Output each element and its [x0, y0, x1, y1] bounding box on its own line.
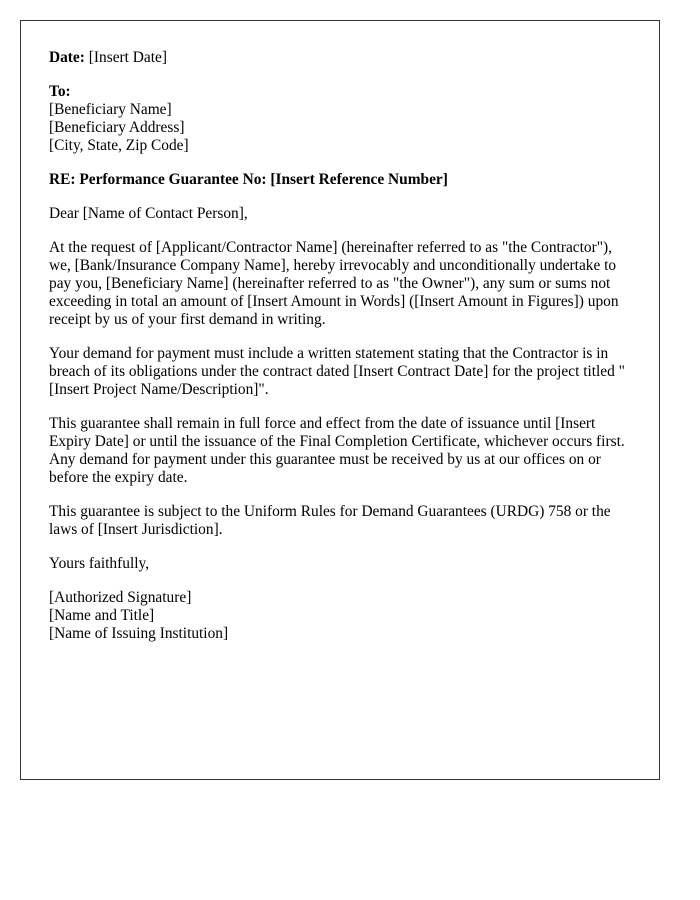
date-value: [Insert Date] [84, 49, 167, 66]
letter-page [20, 20, 660, 780]
recipient-address: [Beneficiary Address] [49, 119, 185, 136]
subject-line: RE: Performance Guarantee No: [Insert Reference Number] [49, 171, 448, 188]
recipient-name: [Beneficiary Name] [49, 101, 172, 118]
body-paragraph-3: This guarantee shall remain in full force and effect from the date of issuance until [Insert Expiry Date] or until the issuance of the Final Completion Certificate, whichever occurs first. Any demand for payment under this guarantee must be received by us at our offices on or before the expiry date. [49, 415, 625, 486]
issuing-institution: [Name of Issuing Institution] [49, 625, 229, 642]
authorized-signature: [Authorized Signature] [49, 589, 192, 606]
salutation: Dear [Name of Contact Person], [49, 205, 248, 222]
recipient-block [49, 83, 631, 155]
closing: Yours faithfully, [49, 555, 150, 572]
date-label: Date: [49, 49, 85, 66]
date-line [49, 49, 631, 67]
body-paragraph-1: At the request of [Applicant/Contractor Name] (hereinafter referred to as "the Contractor"), we, [Bank/Insurance Company Name], hereby irrevocably and unconditionally undertake to pay you, [Beneficiary Name] (hereinafter referred to as "the Owner"), any sum or sums not exceeding in total an amount of [Insert Amount in Words] ([Insert Amount in Figures]) upon receipt by us of your first demand in writing. [49, 239, 619, 328]
body-paragraph-2: Your demand for payment must include a written statement stating that the Contractor is in breach of its obligations under the contract dated [Insert Contract Date] for the project titled "[Insert Project Name/Description]". [49, 345, 625, 398]
recipient-city-state-zip: [City, State, Zip Code] [49, 137, 189, 154]
body-paragraph-4: This guarantee is subject to the Uniform Rules for Demand Guarantees (URDG) 758 or the laws of [Insert Jurisdiction]. [49, 503, 611, 538]
signature-block [49, 589, 631, 643]
signatory-name-title: [Name and Title] [49, 607, 155, 624]
to-label: To: [49, 83, 71, 100]
